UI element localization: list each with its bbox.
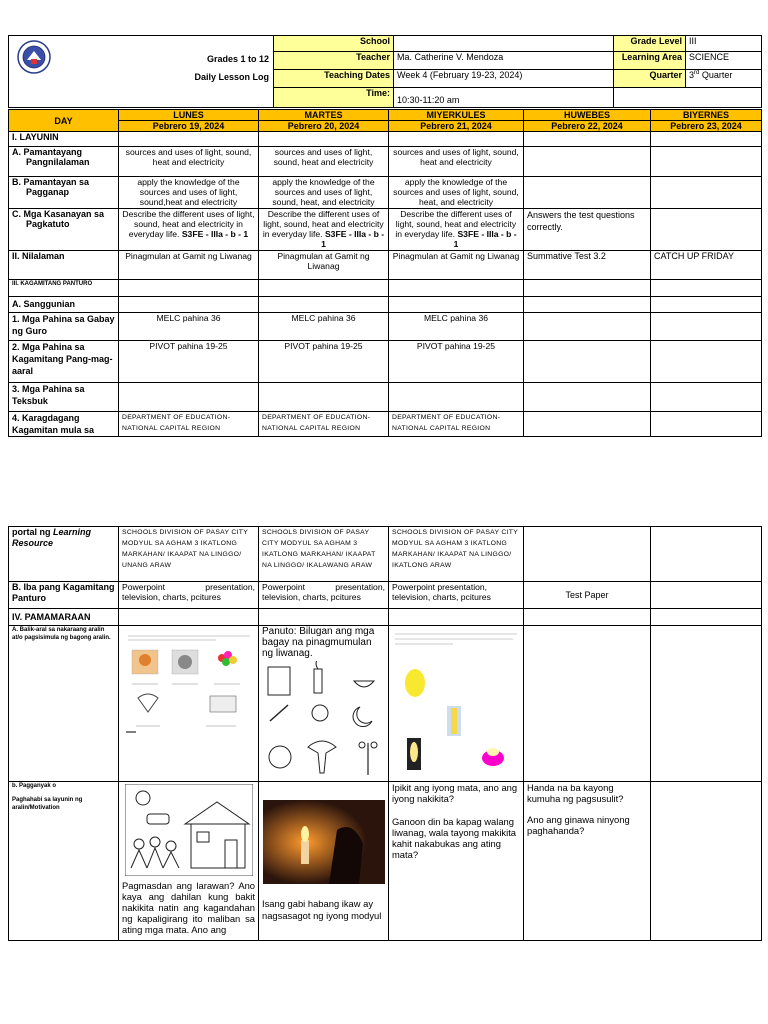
martes-motivation-text: Isang gabi habang ikaw ay nagsasagot ng iyong modyul	[262, 898, 382, 921]
teacher-value: Ma. Catherine V. Mendoza	[394, 52, 614, 70]
lunes-motivation-text: Pagmasdan ang larawan? Ano kaya ang dahilan kung bakit nakikita natin ang kagandahan ng kapaligirang ito maliban sa ating mga mata. Ano ang	[122, 880, 255, 935]
pagganap-miyerkules: apply the knowledge of the sources and uses of light, sound, heat, and electricity	[389, 177, 524, 209]
balik-miyerkules-worksheet	[389, 626, 524, 782]
pamantayang-martes: sources and uses of light, sound, heat and electricity	[259, 147, 389, 177]
day-name-lunes: LUNES	[119, 110, 259, 121]
day-name-miyerkules: MIYERKULES	[389, 110, 524, 121]
pagganap-lunes: apply the knowledge of the sources and uses of light, sound,heat and electricity	[119, 177, 259, 209]
quarter-value: 3rd Quarter	[686, 70, 762, 88]
section-kagamitan: III. KAGAMITANG PANTURO	[9, 279, 119, 296]
pamantayang-lunes: sources and uses of light, sound, heat and electricity	[119, 147, 259, 177]
day-name-biyernes: BIYERNES	[651, 110, 762, 121]
mag-martes: PIVOT pahina 19-25	[259, 340, 389, 382]
huwebes-motivation-text-1: Handa na ba kayong kumuha ng pagsusulit?	[527, 782, 624, 804]
kasanayan-huwebes: Answers the test questions correctly.	[524, 208, 651, 250]
section-layunin: I. LAYUNIN	[9, 132, 119, 147]
nilalaman-huwebes: Summative Test 3.2	[524, 250, 651, 279]
karag-miyerkules: DEPARTMENT OF EDUCATION-NATIONAL CAPITAL REGION	[389, 411, 524, 436]
mag-miyerkules: PIVOT pahina 19-25	[389, 340, 524, 382]
header-title-cell	[9, 36, 274, 108]
time-label: Time:	[274, 88, 394, 108]
title-line2: Daily Lesson Log	[194, 72, 269, 82]
candle-reading-photo-icon	[263, 800, 385, 884]
lesson-log-table-page1	[8, 35, 762, 108]
day-name-huwebes: HUWEBES	[524, 110, 651, 121]
grade-value: III	[686, 36, 762, 52]
pagganap-martes: apply the knowledge of the sources and uses of light, sound, heat, and electricity	[259, 177, 389, 209]
row-label-pagganyak: b. Pagganyak o Paghahabi sa layunin ng aralin/Motivation	[9, 782, 119, 941]
light-sources-drawing-icon	[264, 661, 384, 779]
panuto-martes: Panuto: Bilugan ang mga bagay na pinagmumulan ng liwanag.	[262, 626, 375, 659]
huwebes-motivation-text-2: Ano ang ginawa ninyong paghahanda?	[527, 814, 630, 836]
row-label-balik-aral: A. Balik-aral sa nakaraang aralin at/o pagsisimula ng bagong aralin.	[9, 626, 119, 782]
portal-martes: SCHOOLS DIVISION OF PASAY CITY MODYUL SA AGHAM 3 IKATLONG MARKAHAN/ IKAAPAT NA LINGGO/ IKALAWANG ARAW	[259, 527, 389, 582]
day-header: DAY	[9, 110, 119, 132]
row-label-pang-mag-aaral: 2. Mga Pahina sa Kagamitang Pang-mag-aaral	[9, 340, 119, 382]
iba-lunes: Powerpoint presentation, television, charts, pcitures	[119, 582, 259, 609]
balik-lunes-worksheet	[119, 626, 259, 782]
dates-value: Week 4 (February 19-23, 2024)	[394, 70, 614, 88]
row-label-nilalaman: II. Nilalaman	[9, 250, 119, 279]
row-label-iba-pang: B. Iba pang Kagamitang Panturo	[9, 582, 119, 609]
lesson-log-table-page2	[8, 526, 762, 941]
nilalaman-miyerkules: Pinagmulan at Gamit ng Liwanag	[389, 250, 524, 279]
day-date-miyerkules: Pebrero 21, 2024	[389, 121, 524, 132]
portal-miyerkules: SCHOOLS DIVISION OF PASAY CITY MODYUL SA AGHAM 3 IKATLONG MARKAHAN/ IKAAPAT NA LINGGO/ IKATLONG ARAW	[389, 527, 524, 582]
day-date-huwebes: Pebrero 22, 2024	[524, 121, 651, 132]
light-objects-pictures-icon	[393, 628, 519, 778]
iba-martes: Powerpoint presentation, television, charts, pcitures	[259, 582, 389, 609]
deped-seal-icon	[17, 40, 51, 74]
area-label: Learning Area	[614, 52, 686, 70]
guro-miyerkules: MELC pahina 36	[389, 312, 524, 340]
karag-lunes: DEPARTMENT OF EDUCATION-NATIONAL CAPITAL REGION	[119, 411, 259, 436]
row-label-karagdagang: 4. Karagdagang Kagamitan mula sa	[9, 411, 119, 436]
quarter-label: Quarter	[614, 70, 686, 88]
row-label-pamantayang: A. Pamantayang Pangnilalaman	[9, 147, 119, 177]
school-value	[394, 36, 614, 52]
day-date-lunes: Pebrero 19, 2024	[119, 121, 259, 132]
row-label-kasanayan: C. Mga Kasanayan sa Pagkatuto	[9, 208, 119, 250]
pagganyak-huwebes	[524, 782, 651, 941]
guro-martes: MELC pahina 36	[259, 312, 389, 340]
time-value: 10:30-11:20 am	[394, 88, 614, 108]
teacher-label: Teacher	[274, 52, 394, 70]
worksheet-picture-icon	[126, 628, 252, 738]
balik-martes-worksheet	[259, 626, 389, 782]
kasanayan-lunes: Describe the different uses of light, sound, heat and electricity in everyday life. S3FE - IIIa - b - 1	[119, 208, 259, 250]
nilalaman-martes: Pinagmulan at Gamit ng Liwanag	[259, 250, 389, 279]
grade-label: Grade Level	[614, 36, 686, 52]
pamantayang-miyerkules: sources and uses of light, sound, heat and electricity	[389, 147, 524, 177]
day-name-martes: MARTES	[259, 110, 389, 121]
area-value: SCIENCE	[686, 52, 762, 70]
day-date-biyernes: Pebrero 23, 2024	[651, 121, 762, 132]
pagganyak-lunes	[119, 782, 259, 941]
pagganyak-martes	[259, 782, 389, 941]
house-family-drawing-icon	[125, 784, 253, 876]
miyerkules-motivation-text-2: Ganoon din ba kapag walang liwanag, wala tayong makikita kahit nakabukas ang ating mata?	[392, 816, 517, 860]
section-pamamaraan: IV. PAMAMARAAN	[9, 609, 119, 626]
nilalaman-biyernes: CATCH UP FRIDAY	[651, 250, 762, 279]
row-label-pagganap: B. Pamantayan sa Pagganap	[9, 177, 119, 209]
lesson-log-body-page1	[8, 109, 762, 437]
row-label-sanggunian: A. Sanggunian	[9, 296, 119, 312]
row-label-portal: portal ng Learning Resource	[9, 527, 119, 582]
row-label-gabay-guro: 1. Mga Pahina sa Gabay ng Guro	[9, 312, 119, 340]
day-date-martes: Pebrero 20, 2024	[259, 121, 389, 132]
dates-label: Teaching Dates	[274, 70, 394, 88]
miyerkules-motivation-text-1: Ipikit ang iyong mata, ano ang iyong nakikita?	[392, 782, 518, 804]
pagganyak-miyerkules	[389, 782, 524, 941]
nilalaman-lunes: Pinagmulan at Gamit ng Liwanag	[119, 250, 259, 279]
kasanayan-martes: Describe the different uses of light, sound, heat and electricity in everyday life. S3FE - IIIa - b - 1	[259, 208, 389, 250]
guro-lunes: MELC pahina 36	[119, 312, 259, 340]
kasanayan-miyerkules: Describe the different uses of light, sound, heat and electricity in everyday life. S3FE - IIIa - b - 1	[389, 208, 524, 250]
title-line1: Grades 1 to 12	[206, 54, 269, 64]
iba-huwebes: Test Paper	[524, 582, 651, 609]
school-label: School	[274, 36, 394, 52]
mag-lunes: PIVOT pahina 19-25	[119, 340, 259, 382]
portal-lunes: SCHOOLS DIVISION OF PASAY CITY MODYUL SA AGHAM 3 IKATLONG MARKAHAN/ IKAAPAT NA LINGGO/ UNANG ARAW	[119, 527, 259, 582]
iba-miyerkules: Powerpoint presentation, television, charts, pcitures	[389, 582, 524, 609]
karag-martes: DEPARTMENT OF EDUCATION-NATIONAL CAPITAL REGION	[259, 411, 389, 436]
row-label-teksbuk: 3. Mga Pahina sa Teksbuk	[9, 382, 119, 411]
